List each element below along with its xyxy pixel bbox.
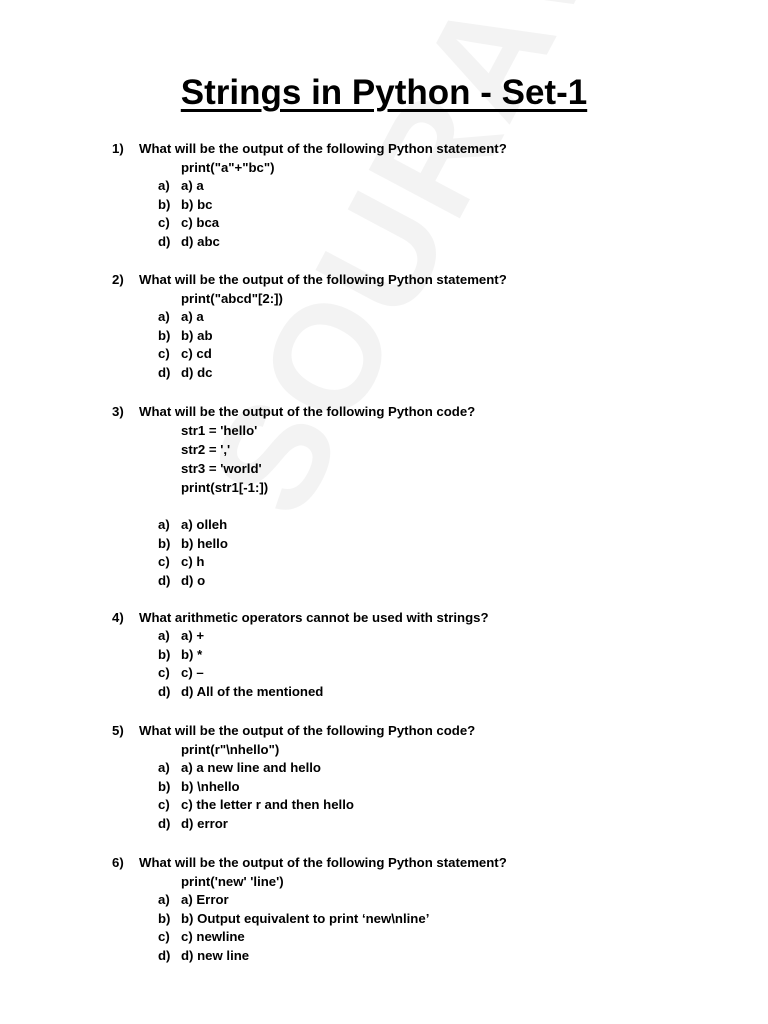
- question-number: 3): [112, 404, 124, 419]
- option-letter: d): [158, 684, 171, 700]
- option-letter: a): [158, 628, 170, 643]
- option-d: [0, 572, 768, 591]
- option-text: c) h: [181, 554, 205, 570]
- option-text: a) a new line and hello: [181, 760, 321, 775]
- code-text: print(str1[-1:]): [181, 480, 269, 495]
- option-a: [0, 308, 768, 327]
- option-b: [0, 910, 768, 929]
- question-text: What will be the output of the following Python code?: [139, 723, 476, 738]
- question-line: [0, 721, 768, 740]
- option-letter: b): [158, 535, 171, 551]
- page-title: Strings in Python - Set-1: [180, 73, 588, 112]
- option-b: [0, 646, 768, 665]
- question-line: [0, 608, 768, 627]
- option-letter: d): [158, 948, 171, 964]
- option-text: c) the letter r and then hello: [181, 797, 354, 813]
- option-text: c) bca: [181, 215, 220, 231]
- option-b: [0, 196, 768, 215]
- option-text: c) newline: [181, 929, 245, 945]
- question-5: [0, 721, 768, 834]
- option-letter: a): [158, 517, 170, 532]
- option-letter: b): [158, 646, 171, 662]
- option-letter: b): [158, 327, 171, 343]
- code-line: [0, 872, 768, 891]
- option-text: b) Output equivalent to print ‘new\nline’: [181, 910, 430, 926]
- question-text: What arithmetic operators cannot be used with strings?: [139, 610, 489, 625]
- option-letter: c): [158, 665, 170, 681]
- code-line: [0, 158, 768, 177]
- spacer: [0, 497, 768, 516]
- option-text: c) cd: [181, 346, 212, 362]
- option-a: [0, 891, 768, 910]
- option-c: [0, 664, 768, 683]
- option-a: [0, 516, 768, 535]
- question-number: 2): [112, 272, 124, 287]
- question-6: [0, 853, 768, 966]
- option-letter: c): [158, 929, 170, 945]
- question-line: [0, 139, 768, 158]
- question-text: What will be the output of the following Python statement?: [139, 855, 507, 870]
- question-text: What will be the output of the following Python statement?: [139, 141, 507, 156]
- option-letter: b): [158, 778, 171, 794]
- option-text: d) error: [181, 816, 228, 832]
- question-line: [0, 853, 768, 872]
- question-number: 1): [112, 141, 124, 156]
- option-text: d) new line: [181, 948, 250, 964]
- option-letter: b): [158, 196, 171, 212]
- question-number: 5): [112, 723, 124, 738]
- option-text: b) bc: [181, 196, 213, 212]
- option-text: d) dc: [181, 365, 213, 381]
- option-text: b) *: [181, 646, 203, 662]
- question-number: 6): [112, 855, 124, 870]
- option-d: [0, 947, 768, 966]
- code-text: print('new' 'line'): [181, 874, 284, 889]
- option-c: [0, 214, 768, 233]
- option-text: a) a: [181, 309, 204, 324]
- option-text: d) All of the mentioned: [181, 684, 324, 700]
- code-text: print("abcd"[2:]): [181, 291, 283, 306]
- option-d: [0, 815, 768, 834]
- option-letter: b): [158, 910, 171, 926]
- option-b: [0, 535, 768, 554]
- option-d: [0, 683, 768, 702]
- option-a: [0, 627, 768, 646]
- code-line: [0, 440, 768, 459]
- question-line: [0, 270, 768, 289]
- option-letter: a): [158, 760, 170, 775]
- option-text: d) abc: [181, 234, 220, 250]
- option-d: [0, 364, 768, 383]
- code-text: str2 = ',': [181, 442, 231, 457]
- option-letter: d): [158, 365, 171, 381]
- option-b: [0, 327, 768, 346]
- code-text: str3 = 'world': [181, 461, 262, 476]
- option-text: a) Error: [181, 892, 229, 907]
- option-a: [0, 759, 768, 778]
- option-text: b) ab: [181, 327, 213, 343]
- option-b: [0, 778, 768, 797]
- option-text: a) olleh: [181, 517, 228, 532]
- code-line: [0, 478, 768, 497]
- question-line: [0, 402, 768, 421]
- option-letter: a): [158, 309, 170, 324]
- option-text: a) a: [181, 178, 204, 193]
- question-1: [0, 139, 768, 252]
- option-letter: a): [158, 892, 170, 907]
- question-text: What will be the output of the following Python code?: [139, 404, 476, 419]
- option-c: [0, 553, 768, 572]
- question-2: [0, 270, 768, 383]
- option-text: b) hello: [181, 535, 228, 551]
- code-text: str1 = 'hello': [181, 423, 258, 438]
- question-text: What will be the output of the following Python statement?: [139, 272, 507, 287]
- code-line: [0, 289, 768, 308]
- option-letter: d): [158, 816, 171, 832]
- option-text: b) \nhello: [181, 778, 240, 794]
- code-line: [0, 740, 768, 759]
- code-line: [0, 421, 768, 440]
- option-d: [0, 233, 768, 252]
- question-number: 4): [112, 610, 124, 625]
- option-c: [0, 796, 768, 815]
- option-c: [0, 928, 768, 947]
- option-c: [0, 345, 768, 364]
- option-text: d) o: [181, 573, 206, 589]
- code-text: print("a"+"bc"): [181, 160, 275, 175]
- option-letter: c): [158, 554, 170, 570]
- option-letter: a): [158, 178, 170, 193]
- option-text: c) –: [181, 665, 204, 681]
- code-line: [0, 459, 768, 478]
- option-letter: c): [158, 346, 170, 362]
- option-letter: d): [158, 234, 171, 250]
- option-a: [0, 177, 768, 196]
- code-text: print(r"\nhello"): [181, 742, 280, 757]
- option-letter: d): [158, 573, 171, 589]
- question-4: [0, 608, 768, 702]
- option-letter: c): [158, 215, 170, 231]
- question-3: [0, 402, 768, 591]
- option-letter: c): [158, 797, 170, 813]
- option-text: a) +: [181, 628, 205, 643]
